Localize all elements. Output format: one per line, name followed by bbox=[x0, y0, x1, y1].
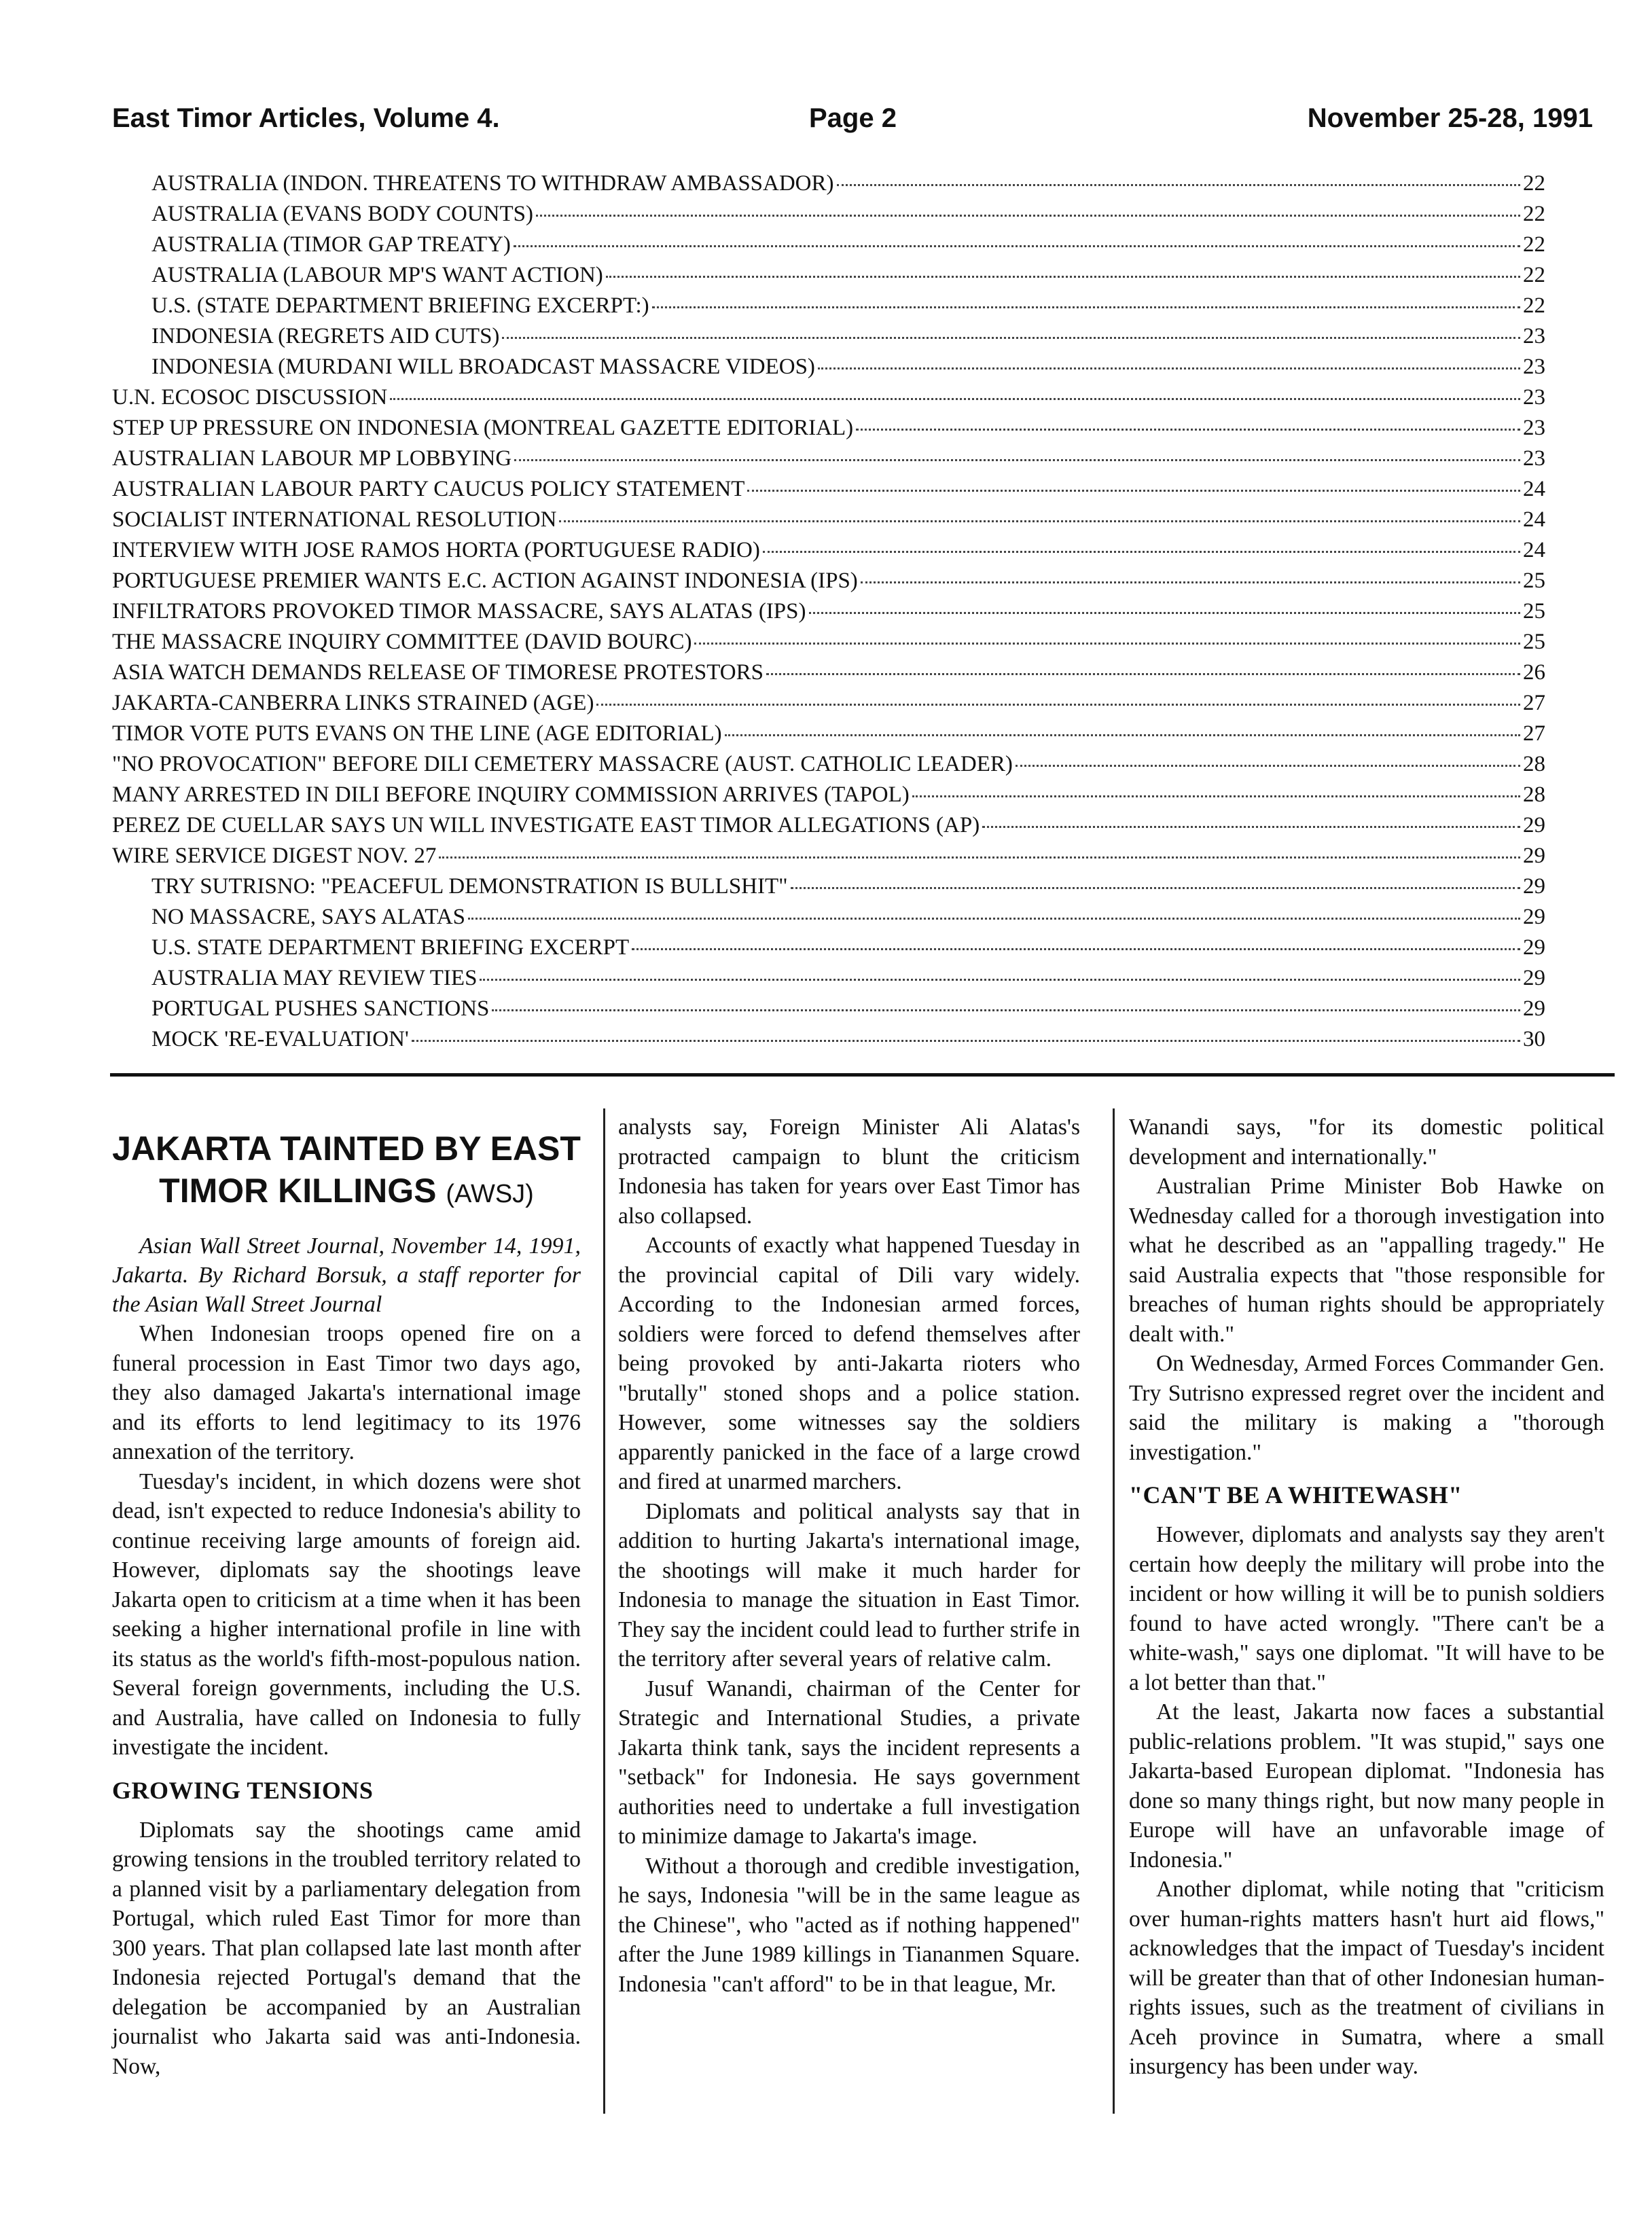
toc-entry-title: TIMOR VOTE PUTS EVANS ON THE LINE (AGE EDITORIAL) bbox=[112, 721, 722, 746]
toc-entry-page: 25 bbox=[1523, 599, 1545, 624]
toc-entry-page: 24 bbox=[1523, 477, 1545, 501]
toc-entry-title: U.S. (STATE DEPARTMENT BRIEFING EXCERPT:) bbox=[151, 293, 649, 318]
toc-entry-page: 29 bbox=[1523, 905, 1545, 929]
toc-leader-dots bbox=[766, 672, 1520, 675]
toc-entry bbox=[112, 566, 1545, 596]
toc-leader-dots bbox=[791, 886, 1520, 889]
toc-entry-title: AUSTRALIAN LABOUR MP LOBBYING bbox=[112, 446, 512, 471]
article-paragraph: Australian Prime Minister Bob Hawke on Wednesday called for a thorough investigation into what he described as an "appalling tragedy." He said Australia expects that "those responsible for breaches of human rights should be appropriately dealt with." bbox=[1129, 1174, 1604, 1347]
toc-entry-page: 24 bbox=[1523, 538, 1545, 562]
article-column-3 bbox=[1129, 1113, 1604, 2082]
toc-entry bbox=[112, 230, 1545, 260]
toc-leader-dots bbox=[439, 856, 1520, 859]
column-3-body bbox=[1129, 1113, 1604, 1467]
toc-entry bbox=[112, 382, 1545, 413]
toc-entry-title: AUSTRALIA (LABOUR MP'S WANT ACTION) bbox=[151, 263, 603, 287]
toc-entry bbox=[112, 474, 1545, 505]
article-paragraph: Another diplomat, while noting that "criticism over human-rights matters hasn't hurt aid flows," acknowledges that the impact of Tuesday's incident will be greater than that of other Indonesian human-rights issues, such as the treatment of civilians in Aceh province in Sumatra, where a small insurgency has been under way. bbox=[1129, 1877, 1604, 2079]
toc-entry bbox=[112, 596, 1545, 627]
toc-entry-page: 23 bbox=[1523, 355, 1545, 379]
toc-entry-page: 22 bbox=[1523, 263, 1545, 287]
toc-entry bbox=[112, 871, 1545, 902]
toc-leader-dots bbox=[725, 734, 1520, 736]
article-byline: Asian Wall Street Journal, November 14, 1991, Jakarta. By Richard Borsuk, a staff reporter for the Asian Wall Street Journal bbox=[112, 1233, 581, 1317]
toc-entry-title: PORTUGAL PUSHES SANCTIONS bbox=[151, 996, 490, 1021]
publication-title: East Timor Articles, Volume 4. bbox=[112, 103, 500, 133]
toc-leader-dots bbox=[1016, 764, 1520, 767]
toc-entry-page: 26 bbox=[1523, 660, 1545, 685]
toc-entry bbox=[112, 168, 1545, 199]
toc-leader-dots bbox=[861, 581, 1520, 583]
toc-entry bbox=[112, 994, 1545, 1024]
article-paragraph: When Indonesian troops opened fire on a funeral procession in East Timor two days ago, they also damaged Jakarta's international image and its efforts to lend legitimacy to its 1976 annexation of the territory. bbox=[112, 1321, 581, 1464]
toc-entry-title: "NO PROVOCATION" BEFORE DILI CEMETERY MASSACRE (AUST. CATHOLIC LEADER) bbox=[112, 752, 1013, 776]
toc-entry-page: 22 bbox=[1523, 293, 1545, 318]
section-divider bbox=[110, 1073, 1615, 1077]
toc-entry-page: 23 bbox=[1523, 385, 1545, 410]
toc-entry bbox=[112, 199, 1545, 230]
article-paragraph: At the least, Jakarta now faces a substantial public-relations problem. "It was stupid," says one Jakarta-based European diplomat. "Indonesia has done so many things right, but now many people in Europe will have an unfavorable image of Indonesia." bbox=[1129, 1699, 1604, 1873]
toc-entry-title: INDONESIA (REGRETS AID CUTS) bbox=[151, 324, 500, 348]
toc-entry bbox=[112, 810, 1545, 841]
toc-entry-title: INDONESIA (MURDANI WILL BROADCAST MASSACRE VIDEOS) bbox=[151, 355, 815, 379]
toc-entry-page: 29 bbox=[1523, 844, 1545, 868]
toc-entry bbox=[112, 749, 1545, 780]
toc-entry bbox=[112, 321, 1545, 352]
toc-entry-page: 29 bbox=[1523, 874, 1545, 899]
toc-entry-title: AUSTRALIA MAY REVIEW TIES bbox=[151, 966, 478, 990]
article-source: (AWSJ) bbox=[446, 1180, 534, 1208]
toc-entry-page: 23 bbox=[1523, 446, 1545, 471]
toc-entry-page: 29 bbox=[1523, 996, 1545, 1021]
article-paragraph: Accounts of exactly what happened Tuesday in the provincial capital of Dili vary widely. According to the Indonesian armed forces, soldiers were forced to defend themselves after being provoked by anti-Jakarta rioters who "brutally" stoned shops and a police station. However, some witnesses say the soldiers apparently panicked in the face of a large crowd and fired at unarmed marchers. bbox=[618, 1233, 1080, 1494]
toc-entry-title: AUSTRALIAN LABOUR PARTY CAUCUS POLICY STATEMENT bbox=[112, 477, 745, 501]
article-paragraph: On Wednesday, Armed Forces Commander Gen. Try Sutrisno expressed regret over the incident and said the military is making a "thorough investigation." bbox=[1129, 1351, 1604, 1465]
toc-leader-dots bbox=[837, 183, 1520, 186]
toc-entry-title: TRY SUTRISNO: "PEACEFUL DEMONSTRATION IS BULLSHIT" bbox=[151, 874, 788, 899]
toc-entry bbox=[112, 902, 1545, 933]
toc-entry-title: ASIA WATCH DEMANDS RELEASE OF TIMORESE PROTESTORS bbox=[112, 660, 764, 685]
toc-entry-title: JAKARTA-CANBERRA LINKS STRAINED (AGE) bbox=[112, 691, 594, 715]
column-1-body-continued bbox=[112, 1816, 581, 2082]
toc-entry-title: PORTUGUESE PREMIER WANTS E.C. ACTION AGAINST INDONESIA (IPS) bbox=[112, 568, 858, 593]
toc-leader-dots bbox=[390, 397, 1520, 400]
toc-entry-title: MANY ARRESTED IN DILI BEFORE INQUIRY COMMISSION ARRIVES (TAPOL) bbox=[112, 782, 910, 807]
toc-leader-dots bbox=[982, 825, 1520, 828]
toc-leader-dots bbox=[468, 917, 1520, 920]
toc-leader-dots bbox=[596, 703, 1520, 706]
toc-entry-page: 23 bbox=[1523, 324, 1545, 348]
toc-entry bbox=[112, 413, 1545, 444]
toc-leader-dots bbox=[763, 550, 1520, 553]
toc-entry-title: MOCK 'RE-EVALUATION' bbox=[151, 1027, 409, 1051]
toc-entry-page: 25 bbox=[1523, 568, 1545, 593]
toc-entry-title: NO MASSACRE, SAYS ALATAS bbox=[151, 905, 465, 929]
article-paragraph: However, diplomats and analysts say they aren't certain how deeply the military will probe into the incident or how willing it will be to punish soldiers found to have acted wrongly. "There can't be a white-wash," says one diplomat. "It will have to be a lot better than that." bbox=[1129, 1522, 1604, 1695]
toc-leader-dots bbox=[606, 275, 1520, 278]
toc-entry bbox=[112, 260, 1545, 291]
toc-leader-dots bbox=[632, 947, 1520, 950]
toc-entry bbox=[112, 352, 1545, 382]
toc-entry bbox=[112, 780, 1545, 810]
article-title bbox=[112, 1127, 581, 1215]
toc-leader-dots bbox=[912, 795, 1520, 797]
column-1-body bbox=[112, 1319, 581, 1763]
article-paragraph: Diplomats and political analysts say that in addition to hurting Jakarta's international image, the shootings will make it much harder for Indonesia to manage the situation in East Timor. They say the incident could lead to further strife in the territory after several years of relative calm. bbox=[618, 1498, 1081, 1672]
toc-entry-page: 29 bbox=[1523, 813, 1545, 837]
toc-entry-title: AUSTRALIA (TIMOR GAP TREATY) bbox=[151, 232, 511, 257]
toc-entry-page: 30 bbox=[1523, 1027, 1545, 1051]
column-divider bbox=[1113, 1108, 1115, 2114]
article-paragraph: Diplomats say the shootings came amid growing tensions in the troubled territory related to a planned visit by a parliamentary delegation from Portugal, which ruled East Timor for more than 300 years. That plan collapsed late last month after Indonesia rejected Portugal's demand that the delegation be accompanied by an Australian journalist who Jakarta said was anti-Indonesia. Now, bbox=[112, 1817, 581, 2079]
subheading-whitewash: "CAN'T BE A WHITEWASH" bbox=[1129, 1481, 1462, 1509]
toc-leader-dots bbox=[694, 642, 1520, 645]
toc-entry-page: 27 bbox=[1523, 721, 1545, 746]
toc-entry bbox=[112, 963, 1545, 994]
toc-entry bbox=[112, 719, 1545, 749]
toc-entry-page: 28 bbox=[1523, 752, 1545, 776]
article-title-text: JAKARTA TAINTED BY EAST TIMOR KILLINGS bbox=[112, 1130, 581, 1210]
article-column-2 bbox=[618, 1113, 1080, 1999]
toc-leader-dots bbox=[514, 458, 1520, 461]
toc-entry bbox=[112, 688, 1545, 719]
toc-entry bbox=[112, 505, 1545, 535]
toc-entry-title: INFILTRATORS PROVOKED TIMOR MASSACRE, SAYS ALATAS (IPS) bbox=[112, 599, 806, 624]
toc-leader-dots bbox=[856, 428, 1520, 431]
article-paragraph: Wanandi says, "for its domestic political development and internationally." bbox=[1129, 1115, 1604, 1170]
toc-entry bbox=[112, 841, 1545, 871]
toc-entry-page: 23 bbox=[1523, 416, 1545, 440]
toc-entry-page: 27 bbox=[1523, 691, 1545, 715]
subheading-growing-tensions: GROWING TENSIONS bbox=[112, 1776, 374, 1804]
article-paragraph: Tuesday's incident, in which dozens were shot dead, isn't expected to reduce Indonesia's ability to continue receiving large amounts of foreign aid. However, diplomats say the shootings leave Jakarta open to criticism at a time when it has been seeking a higher international profile in line with its status as the world's fifth-most-populous nation. Several foreign governments, including the U.S. and Australia, have called on Indonesia to fully investigate the incident. bbox=[112, 1468, 581, 1760]
toc-entry bbox=[112, 1024, 1545, 1055]
toc-leader-dots bbox=[412, 1039, 1520, 1042]
toc-entry-title: WIRE SERVICE DIGEST NOV. 27 bbox=[112, 844, 437, 868]
toc-entry bbox=[112, 535, 1545, 566]
page-header bbox=[112, 103, 1606, 144]
toc-entry-title: SOCIALIST INTERNATIONAL RESOLUTION bbox=[112, 507, 557, 532]
toc-entry bbox=[112, 291, 1545, 321]
toc-entry-title: THE MASSACRE INQUIRY COMMITTEE (DAVID BOURC) bbox=[112, 630, 692, 654]
article-paragraph: Without a thorough and credible investigation, he says, Indonesia "will be in the same league as the Chinese", who "acted as if nothing happened" after the June 1989 killings in Tiananmen Square. Indonesia "can't afford" to be in that league, Mr. bbox=[618, 1853, 1080, 1997]
toc-leader-dots bbox=[502, 336, 1520, 339]
toc-leader-dots bbox=[492, 1009, 1520, 1011]
toc-entry-page: 22 bbox=[1523, 202, 1545, 226]
page-number: Page 2 bbox=[809, 103, 897, 133]
toc-entry-page: 29 bbox=[1523, 966, 1545, 990]
toc-entry-page: 22 bbox=[1523, 171, 1545, 196]
toc-entry-title: U.N. ECOSOC DISCUSSION bbox=[112, 385, 388, 410]
toc-leader-dots bbox=[809, 611, 1520, 614]
toc-entry bbox=[112, 627, 1545, 657]
toc-leader-dots bbox=[818, 367, 1520, 369]
column-3-body-continued bbox=[1129, 1520, 1604, 2082]
toc-entry-title: AUSTRALIA (INDON. THREATENS TO WITHDRAW AMBASSADOR) bbox=[151, 171, 834, 196]
article-column-1 bbox=[112, 1113, 581, 2081]
toc-entry-page: 28 bbox=[1523, 782, 1545, 807]
toc-entry-title: U.S. STATE DEPARTMENT BRIEFING EXCERPT bbox=[151, 935, 630, 960]
toc-entry-title: INTERVIEW WITH JOSE RAMOS HORTA (PORTUGUESE RADIO) bbox=[112, 538, 760, 562]
article-paragraph: Jusuf Wanandi, chairman of the Center for Strategic and International Studies, a private Jakarta think tank, says the incident represents a "setback" for Indonesia. He says government authorities need to undertake a full investigation to minimize damage to Jakarta's image. bbox=[618, 1676, 1080, 1849]
table-of-contents bbox=[112, 168, 1545, 1055]
column-divider bbox=[603, 1108, 605, 2114]
date-range: November 25-28, 1991 bbox=[1307, 103, 1593, 133]
toc-leader-dots bbox=[480, 978, 1520, 981]
toc-entry-title: PEREZ DE CUELLAR SAYS UN WILL INVESTIGATE EAST TIMOR ALLEGATIONS (AP) bbox=[112, 813, 980, 837]
toc-leader-dots bbox=[514, 245, 1520, 247]
toc-entry-page: 24 bbox=[1523, 507, 1545, 532]
toc-entry-page: 29 bbox=[1523, 935, 1545, 960]
toc-entry-page: 22 bbox=[1523, 232, 1545, 257]
toc-entry-title: STEP UP PRESSURE ON INDONESIA (MONTREAL GAZETTE EDITORIAL) bbox=[112, 416, 854, 440]
column-2-body bbox=[618, 1113, 1080, 1999]
toc-leader-dots bbox=[747, 489, 1520, 492]
toc-entry bbox=[112, 657, 1545, 688]
toc-leader-dots bbox=[536, 214, 1520, 217]
toc-leader-dots bbox=[652, 306, 1520, 308]
toc-entry-title: AUSTRALIA (EVANS BODY COUNTS) bbox=[151, 202, 533, 226]
toc-leader-dots bbox=[559, 520, 1520, 522]
toc-entry-page: 25 bbox=[1523, 630, 1545, 654]
article-paragraph: analysts say, Foreign Minister Ali Alatas's protracted campaign to blunt the criticism Indonesia has taken for years over East Timor has also collapsed. bbox=[618, 1115, 1080, 1229]
toc-entry bbox=[112, 444, 1545, 474]
toc-entry bbox=[112, 933, 1545, 963]
